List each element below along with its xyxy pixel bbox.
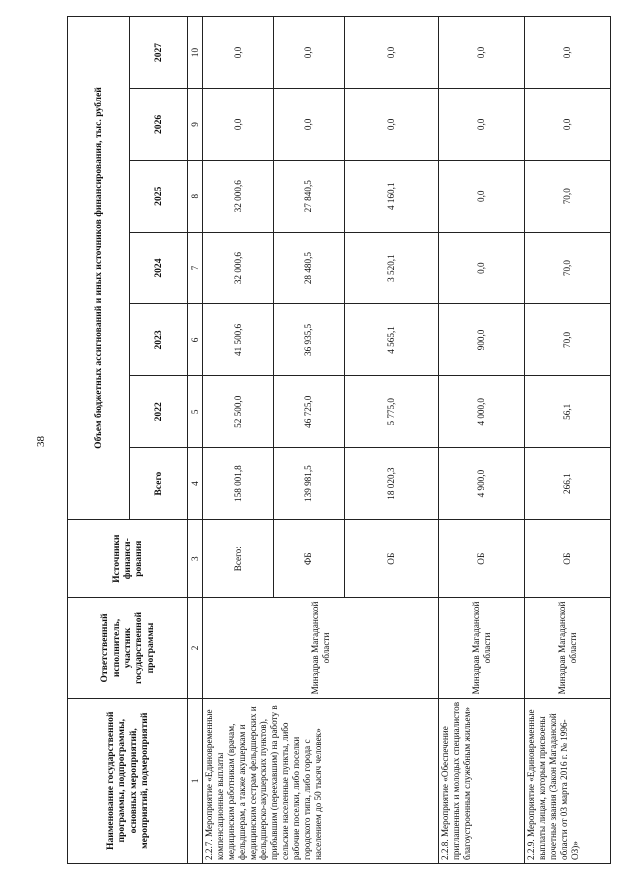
funding-table [67,16,611,864]
value-cell: 0,0 [439,17,525,89]
page-number: 38 [35,436,47,447]
header-executor: Ответственный исполнитель, участник государственной программы [68,598,188,698]
header-year: 2024 [130,232,188,304]
header-row-1 [68,17,130,864]
column-number: 10 [188,17,203,89]
column-number: 2 [188,598,203,698]
rotated-table-container [67,16,611,864]
value-cell: 52 500,0 [203,376,274,448]
header-year: 2022 [130,376,188,448]
table-row [439,17,525,864]
value-cell: 70,0 [525,232,611,304]
total-cell: 4 900,0 [439,448,525,520]
value-cell: 0,0 [273,17,344,89]
value-cell: 0,0 [439,88,525,160]
executor-cell: Минздрав Магаданской области [439,598,525,698]
value-cell: 41 500,6 [203,304,274,376]
source-cell: Всего: [203,520,274,598]
value-cell: 4 160,1 [344,160,438,232]
header-name: Наименование государственной программы, подпрограммы, основных мероприятий, мероприятий, подмероприятий [68,698,188,863]
value-cell: 0,0 [525,88,611,160]
executor-cell: Минздрав Магаданской области [203,598,439,698]
value-cell: 0,0 [273,88,344,160]
value-cell: 56,1 [525,376,611,448]
activity-name: 2.2.9. Мероприятие «Единовременные выплаты лицам, которым присвоены почетные звания (Закон Магаданской области от 03 марта 2016 г. № 1996-ОЗ)» [525,698,611,863]
value-cell: 46 725,0 [273,376,344,448]
header-year: 2023 [130,304,188,376]
executor-cell: Минздрав Магаданской области [525,598,611,698]
total-cell: 158 001,8 [203,448,274,520]
value-cell: 3 520,1 [344,232,438,304]
header-year: 2027 [130,17,188,89]
value-cell: 0,0 [203,17,274,89]
source-cell: ФБ [273,520,344,598]
value-cell: 28 480,5 [273,232,344,304]
header-total: Всего [130,448,188,520]
value-cell: 70,0 [525,160,611,232]
header-year: 2025 [130,160,188,232]
source-cell: ОБ [439,520,525,598]
header-funding-group: Объем бюджетных ассигнований и иных источников финансирования, тыс. рублей [68,17,130,520]
column-number: 6 [188,304,203,376]
total-cell: 18 020,3 [344,448,438,520]
column-number: 8 [188,160,203,232]
value-cell: 900,0 [439,304,525,376]
value-cell: 0,0 [344,17,438,89]
source-cell: ОБ [344,520,438,598]
activity-name: 2.2.8. Мероприятие «Обеспечение приглашенных и молодых специалистов благоустроенным служебным жильем» [439,698,525,863]
value-cell: 0,0 [439,160,525,232]
total-cell: 139 981,5 [273,448,344,520]
value-cell: 27 840,5 [273,160,344,232]
value-cell: 70,0 [525,304,611,376]
value-cell: 0,0 [344,88,438,160]
table-row [525,17,611,864]
value-cell: 0,0 [203,88,274,160]
value-cell: 0,0 [439,232,525,304]
activity-name: 2.2.7. Мероприятие «Единовременные компенсационные выплаты медицинским работникам (врачам, фельдшерам, а также акушеркам и медицинским сестрам фельдшерских и фельдшерско-акушерских пунктов), прибывшим (переехавшим) на работу в сельские населенные пункты, либо рабочие поселки, либо поселки городского типа, либо города с населением до 50 тысяч человек» [203,698,439,863]
header-year: 2026 [130,88,188,160]
column-number-row [188,17,203,864]
column-number: 5 [188,376,203,448]
column-number: 1 [188,698,203,863]
column-number: 3 [188,520,203,598]
value-cell: 4 565,1 [344,304,438,376]
column-number: 9 [188,88,203,160]
column-number: 7 [188,232,203,304]
source-cell: ОБ [525,520,611,598]
header-source: Источники финанси-рования [68,520,188,598]
total-cell: 266,1 [525,448,611,520]
value-cell: 32 000,6 [203,160,274,232]
column-number: 4 [188,448,203,520]
value-cell: 32 000,6 [203,232,274,304]
value-cell: 4 000,0 [439,376,525,448]
value-cell: 5 775,0 [344,376,438,448]
table-row [203,17,274,864]
value-cell: 36 935,5 [273,304,344,376]
value-cell: 0,0 [525,17,611,89]
